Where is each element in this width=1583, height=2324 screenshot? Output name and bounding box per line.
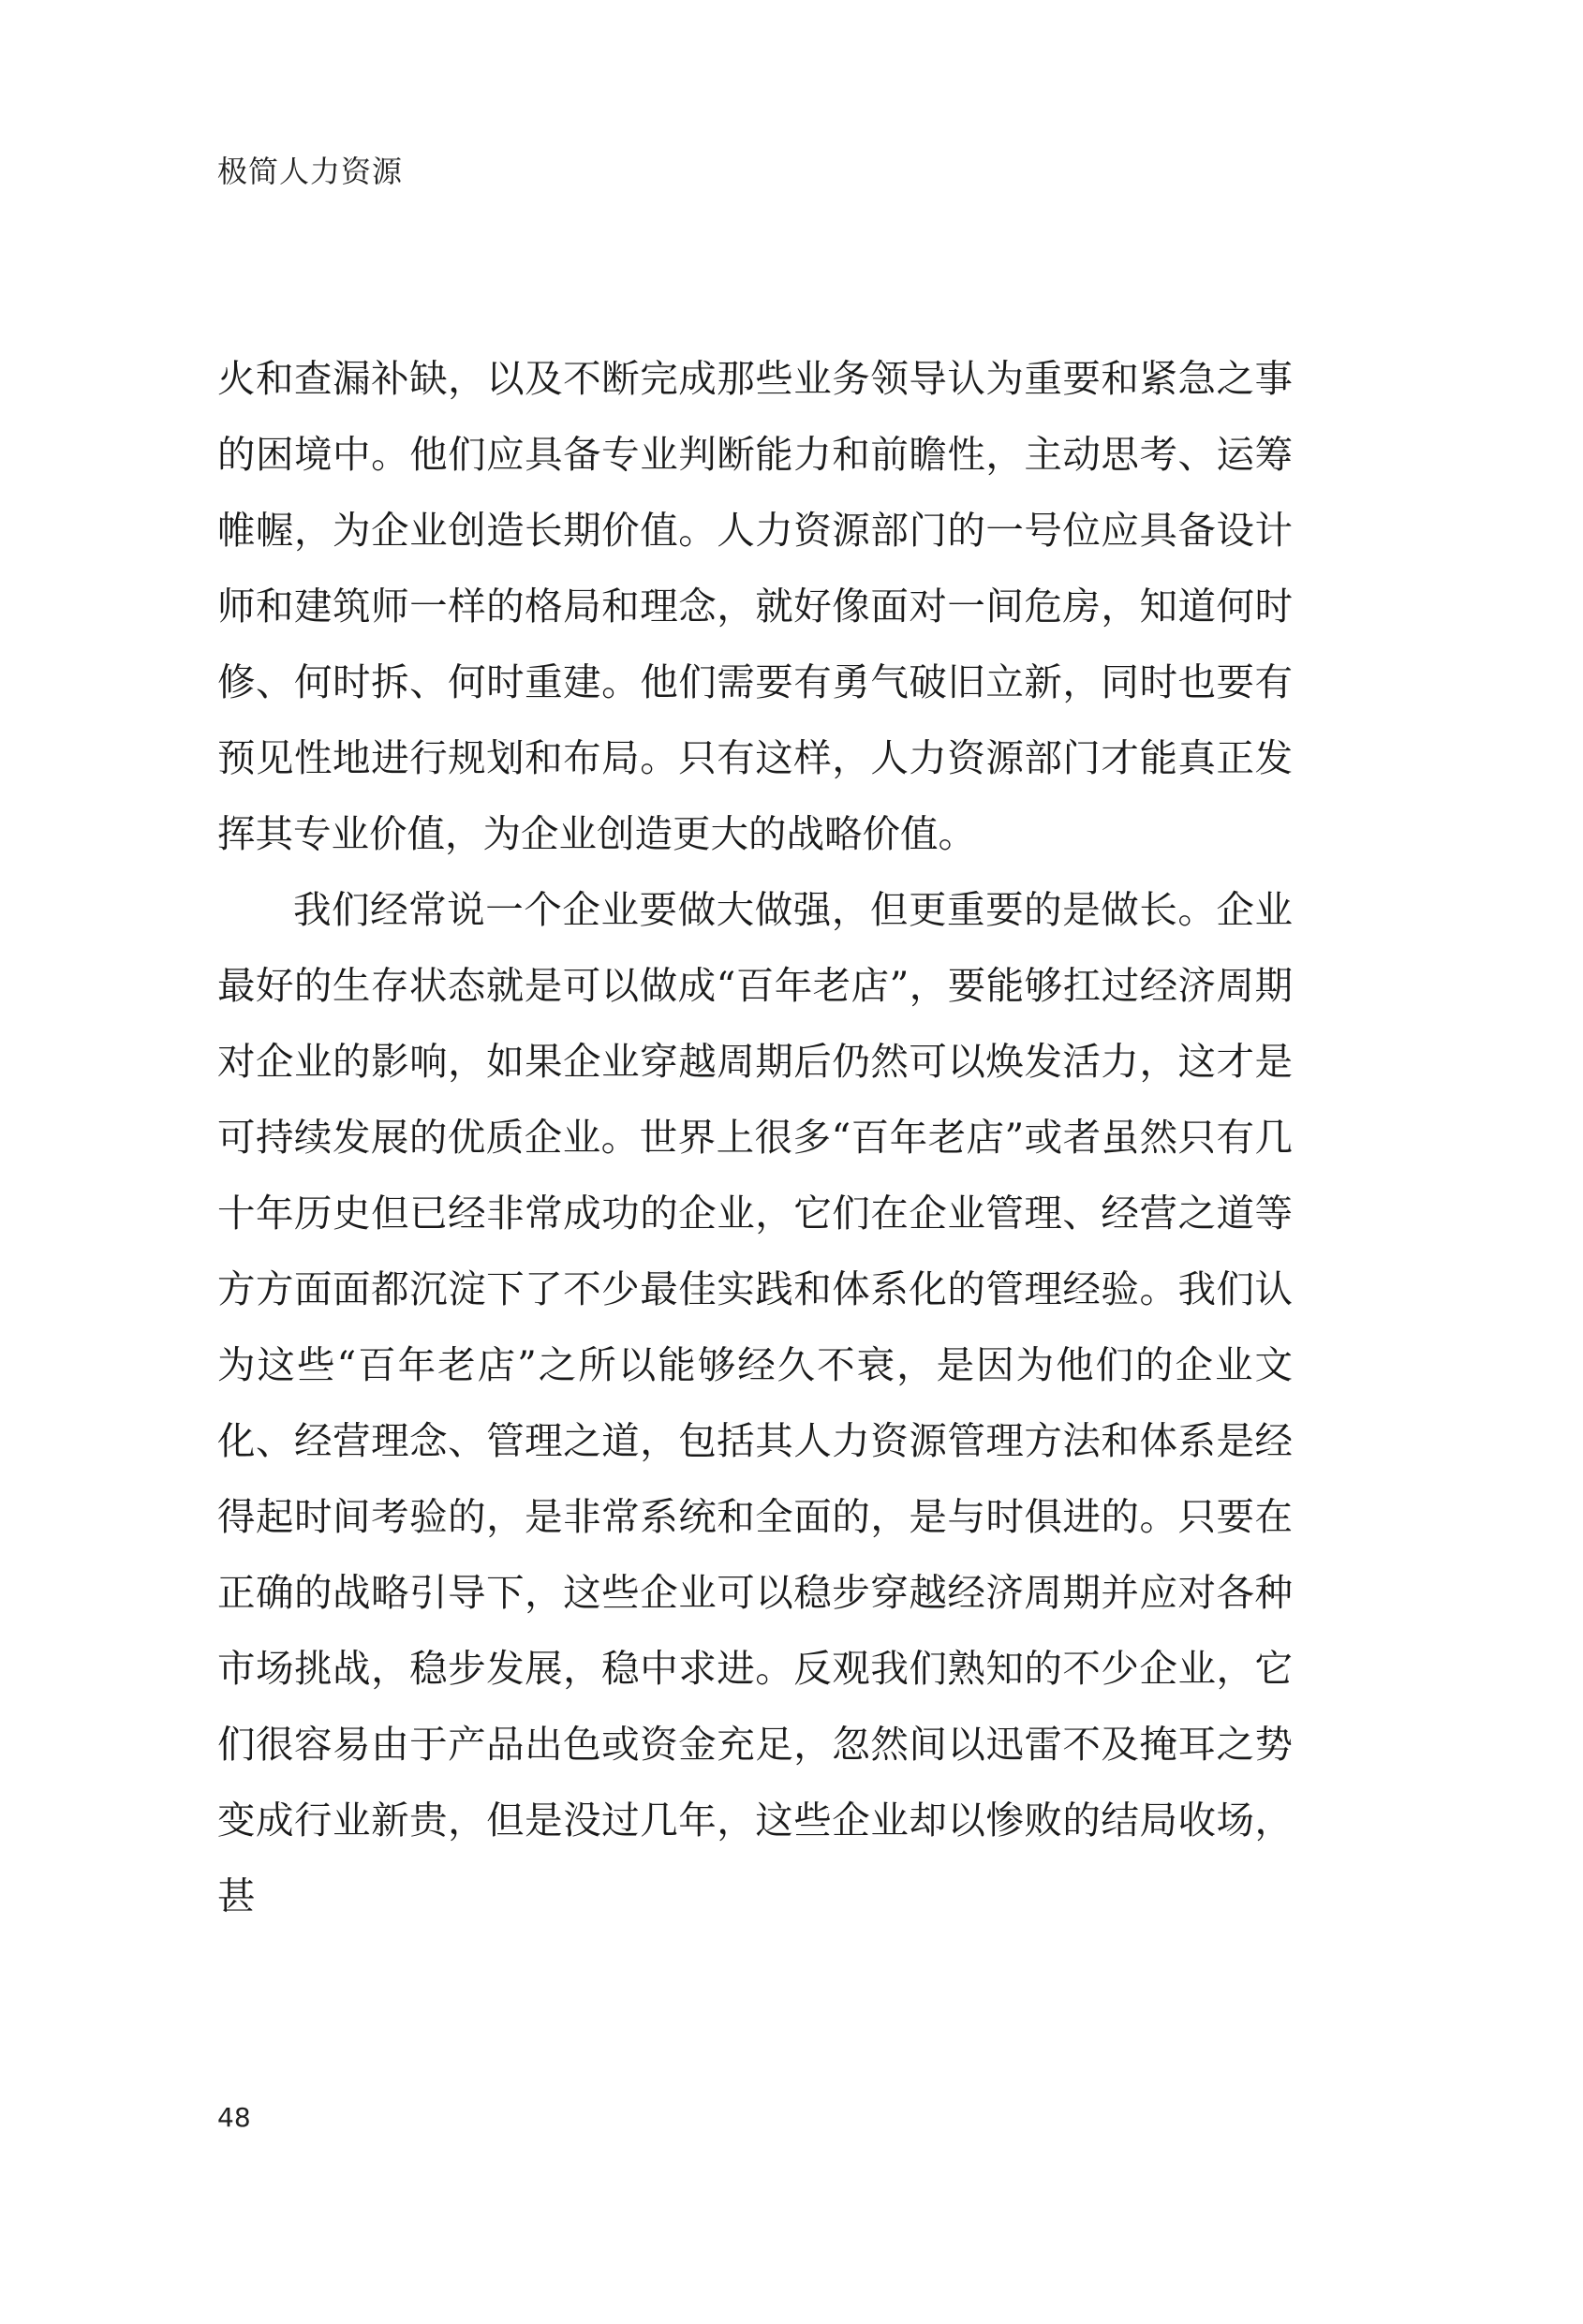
- paragraph: 我们经常说一个企业要做大做强，但更重要的是做长。企业最好的生存状态就是可以做成“百年老店”，要能够扛过经济周期对企业的影响，如果企业穿越周期后仍然可以焕发活力，这才是可持续发展的优质企业。世界上很多“百年老店”或者虽然只有几十年历史但已经非常成功的企业，它们在企业管理、经营之道等方方面面都沉淀下了不少最佳实践和体系化的管理经验。我们认为这些“百年老店”之所以能够经久不衰，是因为他们的企业文化、经营理念、管理之道，包括其人力资源管理方法和体系是经得起时间考验的，是非常系统和全面的，是与时俱进的。只要在正确的战略引导下，这些企业可以稳步穿越经济周期并应对各种市场挑战，稳步发展，稳中求进。反观我们熟知的不少企业，它们很容易由于产品出色或资金充足，忽然间以迅雷不及掩耳之势变成行业新贵，但是没过几年，这些企业却以惨败的结局收场，甚: [217, 887, 1293, 1918]
- paragraph-continued: 火和查漏补缺，以及不断完成那些业务领导认为重要和紧急之事的困境中。他们应具备专业判断能力和前瞻性，主动思考、运筹帷幄，为企业创造长期价值。人力资源部门的一号位应具备设计师和建筑师一样的格局和理念，就好像面对一间危房，知道何时修、何时拆、何时重建。他们需要有勇气破旧立新，同时也要有预见性地进行规划和布局。只有这样，人力资源部门才能真正发挥其专业价值，为企业创造更大的战略价值。: [217, 356, 1293, 856]
- body-text: [217, 341, 1293, 1934]
- page-number: 48: [217, 2102, 251, 2133]
- running-head-title: 极简人力资源: [217, 154, 404, 189]
